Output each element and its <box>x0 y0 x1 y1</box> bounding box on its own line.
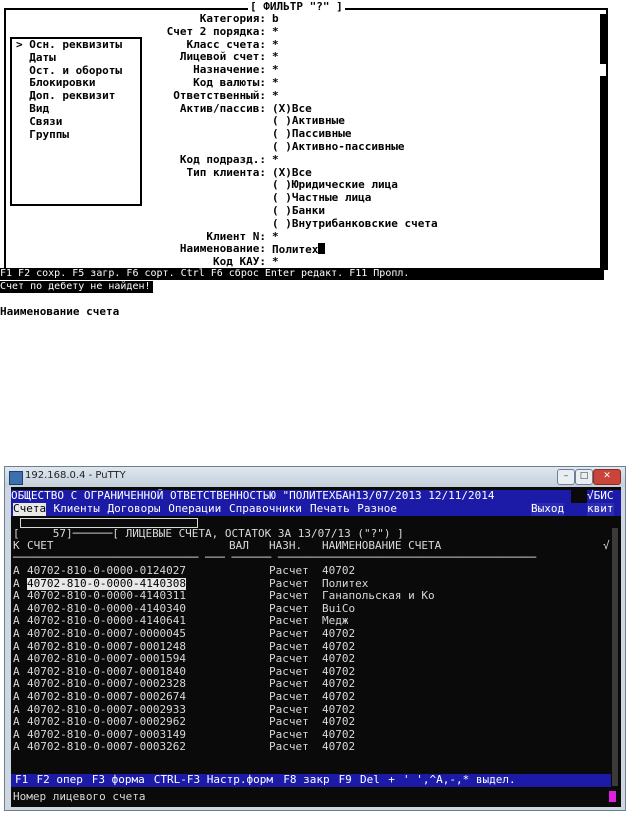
filter-field-label: Код КАУ: <box>213 255 266 269</box>
row-account: 40702-810-0-0007-0001594 <box>27 652 186 666</box>
filter-field-label: Тип клиента: <box>186 165 266 179</box>
close-icon[interactable]: ✕ <box>593 469 621 485</box>
filter-field-value[interactable]: ( )Активно-пассивные <box>272 140 405 153</box>
filter-menu-label: Группы <box>29 127 69 141</box>
filter-menu-label: Осн. реквизиты <box>29 38 122 51</box>
filter-menu-label: Вид <box>29 102 50 115</box>
error-message: Счет по дебету не найден! <box>0 281 151 292</box>
scrollbar-track[interactable] <box>600 76 608 268</box>
row-k: A <box>13 601 20 615</box>
row-purpose: Расчет <box>269 627 309 640</box>
account-row[interactable] <box>11 653 611 666</box>
filter-field-value[interactable]: * <box>272 24 279 38</box>
filter-menu-item[interactable] <box>16 129 69 142</box>
row-k: A <box>13 576 20 590</box>
text-cursor <box>318 243 325 254</box>
header-flag: √БИС <box>587 490 621 503</box>
filter-field-label: Клиент N: <box>206 229 266 243</box>
menu-item-1[interactable]: Клиенты <box>53 502 100 515</box>
terminal-status: Номер лицевого счета <box>13 790 146 803</box>
filter-field-value[interactable]: * <box>272 255 279 269</box>
filter-menu-label: Блокировки <box>29 76 96 90</box>
filter-menu-label: Связи <box>29 114 63 128</box>
filter-field-value[interactable]: ( )Частные лица <box>272 191 372 205</box>
menu-exit[interactable]: Выход <box>531 502 565 515</box>
filter-field-value[interactable]: ( )Внутрибанковские счета <box>272 216 438 230</box>
row-purpose: Расчет <box>269 564 309 577</box>
row-purpose: Расчет <box>269 652 309 666</box>
row-name: Ганапольская и Ко <box>322 589 435 603</box>
menu-item-2[interactable]: Договоры <box>107 502 161 515</box>
row-name: BuiCo <box>322 601 356 615</box>
row-account: 40702-810-0-0007-0000045 <box>27 627 186 640</box>
row-name: 40702 <box>322 639 356 653</box>
menu-item-6[interactable]: Разное <box>357 502 397 515</box>
row-purpose: Расчет <box>269 664 309 678</box>
row-purpose: Расчет <box>269 727 309 741</box>
column-header-purpose: НАЗН. <box>269 539 303 552</box>
row-purpose: Расчет <box>269 677 309 691</box>
filter-field-value[interactable]: ( )Юридические лица <box>272 178 398 192</box>
row-name: 40702 <box>322 664 356 678</box>
minimize-icon[interactable]: – <box>557 469 575 485</box>
filter-menu-label: Ост. и обороты <box>29 63 122 77</box>
row-purpose: Расчет <box>269 740 309 754</box>
row-purpose: Расчет <box>269 639 309 653</box>
footer-key-3[interactable]: CTRL-F3 Настр.форм <box>153 773 273 786</box>
footer-key-4[interactable]: F8 закр <box>283 773 330 786</box>
row-purpose: Расчет <box>269 715 309 729</box>
column-header-account: СЧЕТ <box>27 539 54 552</box>
putty-window <box>4 466 626 811</box>
account-row[interactable] <box>11 565 611 578</box>
menu-selection-marker: > <box>16 38 30 51</box>
column-header-name: НАИМЕНОВАНИЕ СЧЕТА <box>322 539 442 552</box>
filter-field-value[interactable]: Политех <box>272 243 325 257</box>
filter-field-value[interactable]: * <box>272 76 279 89</box>
status-line: Наименование счета <box>0 305 120 318</box>
menu-item-4[interactable]: Справочники <box>229 502 302 515</box>
row-account: 40702-810-0-0007-0002674 <box>27 690 186 703</box>
account-row[interactable] <box>11 716 611 729</box>
terminal-cursor <box>609 791 616 802</box>
filter-field-value[interactable]: * <box>272 229 279 243</box>
account-row[interactable] <box>11 628 611 641</box>
menu-selection-marker <box>16 115 29 128</box>
row-account: 40702-810-0-0000-4140340 <box>27 601 186 615</box>
filter-field-label: Актив/пассив: <box>179 101 266 115</box>
row-account: 40702-810-0-0000-4140308 <box>27 576 186 590</box>
terminal-screen[interactable] <box>11 487 621 807</box>
row-account: 40702-810-0-0000-0124027 <box>27 564 186 577</box>
row-k: A <box>13 715 20 729</box>
org-header: ОБЩЕСТВО С ОГРАНИЧЕННОЙ ОТВЕТСТВЕННОСТЬЮ "ПОЛИТЕХБАН13/07/2013 12/11/2014 <box>11 490 571 503</box>
filter-field-value[interactable]: * <box>272 152 279 166</box>
footer-key-7[interactable]: + <box>388 773 395 786</box>
list-title: [ 57]──────[ ЛИЦЕВЫЕ СЧЕТА, ОСТАТОК ЗА 13/07/13 ("?") ] <box>13 527 404 540</box>
filter-field-value[interactable]: * <box>272 50 279 64</box>
menu-item-0[interactable]: Счета <box>13 502 47 515</box>
row-k: A <box>13 664 20 678</box>
row-account: 40702-810-0-0007-0001840 <box>27 664 186 678</box>
filter-field-value[interactable]: (X)Все <box>272 165 312 179</box>
row-name: Политех <box>322 576 369 590</box>
row-name: Медж <box>322 614 349 628</box>
filter-field-value[interactable]: ( )Активные <box>272 114 345 128</box>
row-purpose: Расчет <box>269 589 309 603</box>
scrollbar-segment[interactable] <box>600 14 608 64</box>
footer-key-2[interactable]: F3 форма <box>91 773 145 786</box>
account-row[interactable] <box>11 590 611 603</box>
filter-field-label: Класс счета: <box>186 37 266 51</box>
row-k: A <box>13 614 20 628</box>
row-purpose: Расчет <box>269 702 309 716</box>
row-purpose: Расчет <box>269 601 309 615</box>
filter-menu-label: Даты <box>29 50 56 64</box>
row-name: 40702 <box>322 727 356 741</box>
row-k: A <box>13 564 20 577</box>
menu-item-5[interactable]: Печать <box>310 502 350 515</box>
column-header-k: К <box>13 539 20 552</box>
row-k: A <box>13 677 20 691</box>
filter-field-label: Категория: <box>199 12 266 25</box>
footer-key-5[interactable]: F9 <box>338 773 352 786</box>
row-k: A <box>13 727 20 741</box>
filter-dialog-title: [ ФИЛЬТР "?" ] <box>250 0 343 13</box>
row-account: 40702-810-0-0000-4140641 <box>27 614 186 628</box>
row-k: A <box>13 690 20 703</box>
filter-field-label: Код валюты: <box>193 76 266 89</box>
hotkey-bar: F1 F2 сохр. F5 загр. F6 сорт. Ctrl F6 сброс Enter редакт. F11 Пропл. <box>0 268 604 280</box>
row-name: 40702 <box>322 677 356 691</box>
filter-field-label: Ответственный: <box>173 88 266 102</box>
header-separator: ──────────────────────────── ─── ────── ─────────────────────────────────────── <box>13 551 537 564</box>
row-purpose: Расчет <box>269 576 309 590</box>
footer-key-0[interactable]: F1 <box>15 773 29 786</box>
row-account: 40702-810-0-0007-0002962 <box>27 715 186 729</box>
row-account: 40702-810-0-0007-0003262 <box>27 740 186 754</box>
row-k: A <box>13 652 20 666</box>
filter-field-label: Назначение: <box>193 63 266 77</box>
menu-selection-marker <box>16 128 29 141</box>
filter-field-value[interactable]: * <box>272 37 279 51</box>
footer-key-8[interactable]: ' ',^A,-,* выдел. <box>403 773 516 786</box>
row-k: A <box>13 589 20 603</box>
filter-field-value[interactable]: (X)Все <box>272 101 312 115</box>
row-account: 40702-810-0-0007-0003149 <box>27 727 186 741</box>
putty-app-icon <box>9 471 23 485</box>
filter-field-label: Код подразд.: <box>179 152 266 166</box>
row-name: 40702 <box>322 564 356 577</box>
window-title: 192.168.0.4 - PuTTY <box>25 470 126 481</box>
filter-field-label: Лицевой счет: <box>179 50 266 64</box>
filter-menu-label: Доп. реквизит <box>29 89 116 103</box>
filter-field-label: Наименование: <box>179 242 266 256</box>
row-purpose: Расчет <box>269 614 309 628</box>
filter-field-value[interactable]: b <box>272 12 279 25</box>
row-account: 40702-810-0-0007-0001248 <box>27 639 186 653</box>
window-titlebar[interactable] <box>5 467 625 487</box>
filter-field-value[interactable]: * <box>272 88 279 102</box>
row-name: 40702 <box>322 702 356 716</box>
row-name: 40702 <box>322 652 356 666</box>
footer-key-6[interactable]: Del <box>360 773 380 786</box>
filter-field-value[interactable]: * <box>272 63 279 77</box>
row-account: 40702-810-0-0007-0002933 <box>27 702 186 716</box>
filter-dialog-screen <box>0 0 630 330</box>
row-name: 40702 <box>322 690 356 703</box>
filter-field-label: Счет 2 порядка: <box>166 24 266 38</box>
row-name: 40702 <box>322 627 356 640</box>
menu-item-3[interactable]: Операции <box>168 502 222 515</box>
row-k: A <box>13 702 20 716</box>
filter-field-value[interactable]: ( )Пассивные <box>272 127 352 141</box>
menu-kvit[interactable]: квит <box>587 502 614 515</box>
row-purpose: Расчет <box>269 690 309 703</box>
row-name: 40702 <box>322 740 356 754</box>
row-name: 40702 <box>322 715 356 729</box>
column-header-check: √ <box>603 539 610 552</box>
account-row[interactable] <box>11 741 611 754</box>
row-account: 40702-810-0-0007-0002328 <box>27 677 186 691</box>
filter-field-value[interactable]: ( )Банки <box>272 204 325 217</box>
terminal-scrollbar[interactable] <box>612 528 618 786</box>
maximize-icon[interactable]: □ <box>575 469 593 485</box>
row-account: 40702-810-0-0000-4140311 <box>27 589 186 603</box>
footer-key-1[interactable]: F2 опер <box>36 773 83 786</box>
row-k: A <box>13 740 20 754</box>
row-k: A <box>13 639 20 653</box>
column-header-currency: ВАЛ <box>229 539 249 552</box>
row-k: A <box>13 627 20 640</box>
account-row[interactable] <box>11 691 611 704</box>
